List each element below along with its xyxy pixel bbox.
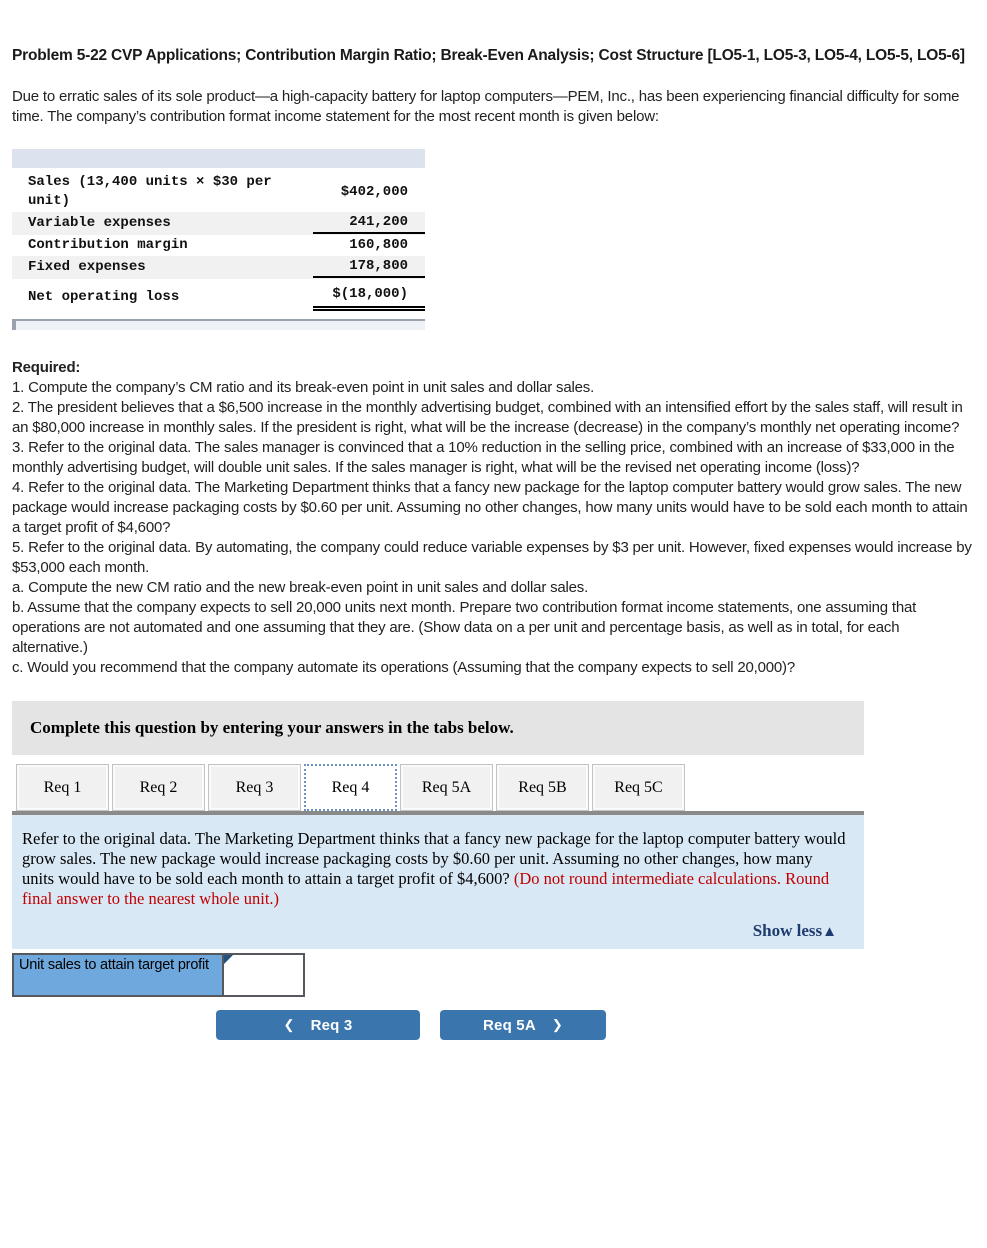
next-tab-label: Req 5A [483,1016,536,1034]
answer-label: Unit sales to attain target profit [14,955,222,995]
prev-tab-button[interactable] [216,1010,420,1040]
tab-req-2[interactable]: Req 2 [112,764,205,811]
answer-cell [222,955,303,995]
required-heading: Required: [12,359,81,376]
horizontal-scrollbar[interactable] [12,319,425,330]
unit-sales-input[interactable] [224,955,303,995]
required-item-5c: c. Would you recommend that the company automate its operations (Assuming that the company expects to sell 20,000)? [12,659,795,676]
tab-req-5b[interactable]: Req 5B [496,764,589,811]
prev-tab-label: Req 3 [310,1016,353,1034]
required-item-1: 1. Compute the company’s CM ratio and its break-even point in unit sales and dollar sales. [12,379,595,396]
row-label: Sales (13,400 units × $30 per unit) [28,174,272,209]
triangle-up-icon: ▲ [822,924,837,940]
answer-row [12,953,305,997]
next-tab-button[interactable] [440,1010,606,1040]
tab-req-1[interactable]: Req 1 [16,764,109,811]
question-text [22,829,846,909]
row-value: $(18,000) [313,283,425,311]
table-row-fixed-expenses [12,256,425,279]
table-row-contribution-margin [12,235,425,256]
question-text-main: Refer to the original data. The Marketing Department thinks that a fancy new package for the laptop computer battery would grow sales. The new package would increase packaging costs by $0.60 per unit. Assuming no other changes, how many units would have to be sold each month to attain a target profit of $4,600? [22,829,846,888]
tab-req-3[interactable]: Req 3 [208,764,301,811]
required-item-5a: a. Compute the new CM ratio and the new break-even point in unit sales and dollar sales. [12,579,589,596]
table-header-bar [12,149,425,168]
question-panel [12,815,864,949]
table-row-sales [12,172,425,212]
row-value: 241,200 [313,213,425,234]
page-title: Problem 5-22 CVP Applications; Contribution Margin Ratio; Break-Even Analysis; Cost Structure [LO5-1, LO5-3, LO5-4, LO5-5, LO5-6] [12,47,965,64]
row-label: Fixed expenses [28,259,146,275]
table-row-net-operating-loss [12,282,425,312]
scrollbar-thumb[interactable] [12,321,16,330]
show-less-label: Show less [752,921,823,940]
row-value: $402,000 [340,183,408,200]
required-section [12,358,975,678]
required-item-5b: b. Assume that the company expects to sell 20,000 units next month. Prepare two contribution format income statements, one assuming that operations are not automated and one assuming that they are. (Show data on a per unit and percentage basis, as well as in total, for each alternative.) [12,599,917,656]
required-item-3: 3. Refer to the original data. The sales manager is convinced that a 10% reduction in the selling price, combined with an increase of $33,000 in the monthly advertising budget, will double unit sales. If the sales manager is right, what will be the revised net operating income (loss)? [12,439,955,476]
chevron-right-icon: ❯ [551,1017,563,1032]
requirement-tabs [16,764,987,811]
answer-marker-icon [224,955,233,964]
tab-req-4[interactable]: Req 4 [304,764,397,811]
row-label: Contribution margin [28,237,188,253]
row-label: Variable expenses [28,215,171,231]
row-value: 178,800 [313,257,425,278]
tab-req-5c[interactable]: Req 5C [592,764,685,811]
income-statement-table [12,149,425,330]
required-item-5: 5. Refer to the original data. By automating, the company could reduce variable expenses by $3 per unit. However, fixed expenses would increase by $53,000 each month. [12,539,972,576]
instruction-text: Complete this question by entering your answers in the tabs below. [30,718,514,737]
required-item-2: 2. The president believes that a $6,500 increase in the monthly advertising budget, combined with an intensified effort by the sales staff, will result in an $80,000 increase in monthly sales. If the president is right, what will be the increase (decrease) in the company’s monthly net operating income? [12,399,963,436]
question-rounding-note: (Do not round intermediate calculations. Round final answer to the nearest whole unit.) [22,869,830,908]
tab-req-5a[interactable]: Req 5A [400,764,493,811]
row-value: 160,800 [349,237,408,253]
row-label: Net operating loss [28,288,180,305]
chevron-left-icon: ❮ [283,1017,295,1032]
tab-navigation [216,1010,987,1040]
show-less-row [22,921,837,941]
required-item-4: 4. Refer to the original data. The Marketing Department thinks that a fancy new package for the laptop computer battery would grow sales. The new package would increase packaging costs by $0.60 per unit. Assuming no other changes, how many units would have to be sold each month to attain a target profit of $4,600? [12,479,968,536]
show-less-link[interactable] [753,921,837,940]
instruction-banner [12,701,864,755]
table-row-variable-expenses [12,212,425,235]
intro-paragraph: Due to erratic sales of its sole product—a high-capacity battery for laptop computers—PEM, Inc., has been experiencing financial difficulty for some time. The company’s contribution format income statement for the most recent month is given below: [12,88,960,125]
